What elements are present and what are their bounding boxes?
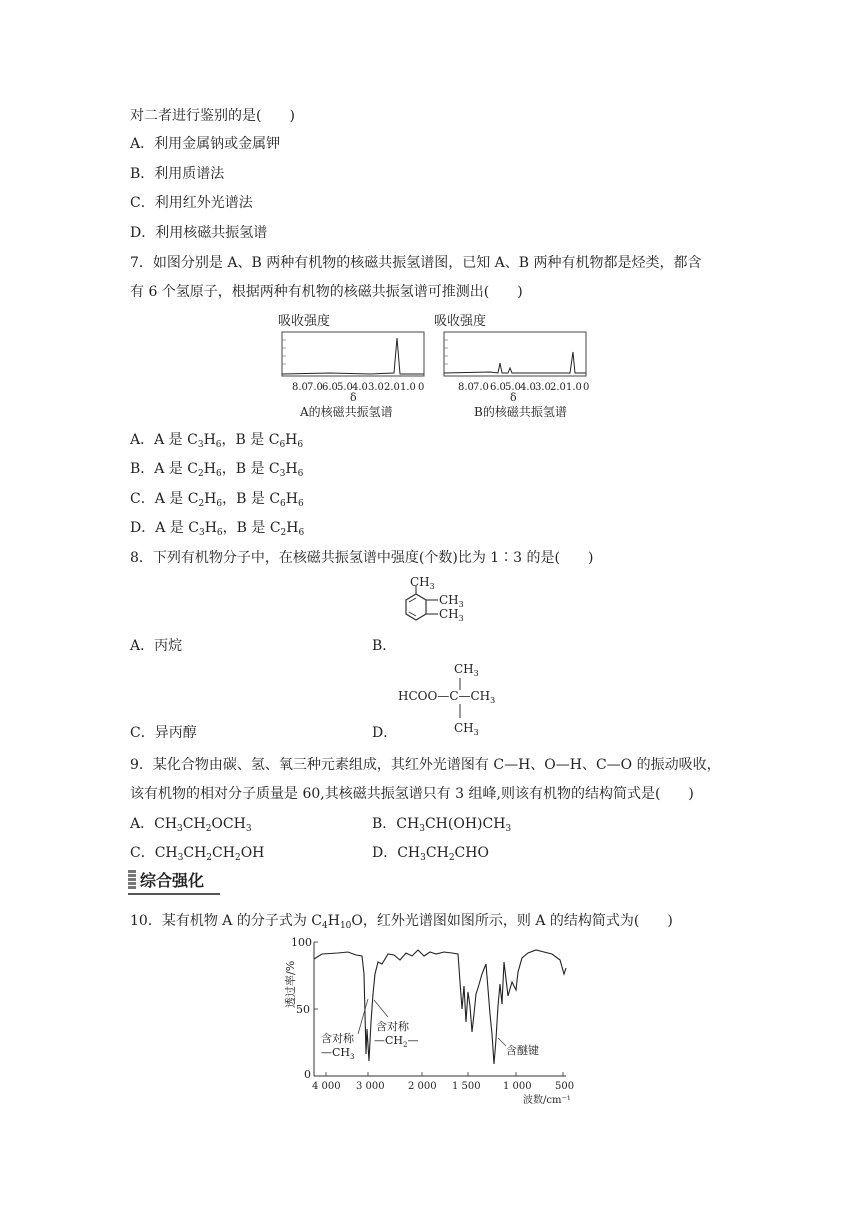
q9-option-c: C．$CH_3CH_2CH_2OH$	[130, 845, 265, 863]
ir-y100: 100	[291, 936, 312, 949]
q6-option-d: D．利用核磁共振氢谱	[130, 225, 268, 241]
section-title: 综合强化	[140, 871, 205, 890]
nmr-b-tick: 6.0	[490, 382, 506, 393]
svg-text:HCOO—C—CH3: $HCOO—C—CH_3$	[398, 689, 496, 705]
q7-stem-line1: 7．如图分别是 A、B 两种有机物的核磁共振氢谱图，已知 A、B 两种有机物都是烃类，都含	[130, 255, 702, 271]
q8-option-b: B．	[372, 638, 397, 654]
q6-option-b: B．利用质谱法	[130, 166, 225, 182]
q10-stem: 10．某有机物 A 的分子式为 $C_4H_{10}O$，红外光谱图如图所示，则 A 的结构简式为( )	[130, 913, 673, 931]
q9-option-a: A．$CH_3CH_2OCH_3$	[130, 816, 252, 834]
svg-text:CH3: $CH_3$	[439, 593, 464, 609]
nmr-spectrum-a	[270, 310, 440, 425]
q8-stem: 8．下列有机物分子中，在核磁共振氢谱中强度(个数)比为 1∶3 的是( )	[130, 550, 594, 566]
nmr-b-tick: 5.0	[505, 382, 521, 393]
q7-option-b: B．A 是 $C_2H_6$，B 是 $C_3H_6$	[130, 461, 304, 479]
nmr-a-tick: 7.0	[307, 382, 323, 393]
nmr-b-caption: B的核磁共振氢谱	[474, 405, 567, 419]
q9-option-b: B．$CH_3CH(OH)CH_3$	[372, 816, 512, 834]
svg-text:CH3: $CH_3$	[454, 662, 479, 678]
q8-option-c: C．异丙醇	[130, 725, 197, 741]
q6-option-c: C．利用红外光谱法	[130, 195, 253, 211]
nmr-b-tick: 2.0	[550, 382, 566, 393]
ir-xtick: 1 500	[452, 1081, 481, 1092]
nmr-b-tick: 0	[583, 382, 590, 393]
nmr-a-ylabel: 吸收强度	[278, 314, 331, 329]
q9-option-d: D．$CH_3CH_2CHO$	[372, 845, 489, 863]
q8-option-a: A．丙烷	[130, 638, 183, 654]
ir-annotation-ch3-line2: $—CH_3$	[321, 1046, 355, 1061]
q7-option-c: C．A 是 $C_2H_6$，B 是 $C_6H_6$	[130, 491, 304, 509]
nmr-a-tick: 6.0	[322, 382, 338, 393]
ir-xtick: 4 000	[312, 1081, 341, 1092]
nmr-b-tick: 3.0	[535, 382, 551, 393]
q7-option-a: A．A 是 $C_3H_6$，B 是 $C_6H_6$	[130, 432, 304, 450]
ir-annotation-ch3-line1: 含对称	[321, 1032, 354, 1045]
nmr-a-tick: 8.0	[292, 382, 308, 393]
svg-text:CH3: $CH_3$	[439, 607, 464, 623]
section-header	[128, 868, 204, 891]
ir-annotation-ch2-line2: $—CH_2—$	[374, 1034, 419, 1049]
ir-xtick: 2 000	[408, 1081, 437, 1092]
structure-d-diagram	[396, 658, 516, 740]
q9-stem-line1: 9．某化合物由碳、氢、氧三种元素组成，其红外光谱图有 C—H、O—H、C—O 的振动吸收，	[130, 757, 721, 773]
ir-y50: 50	[296, 1003, 310, 1016]
section-bar-icon	[128, 870, 136, 890]
q9-stem-line2: 该有机物的相对分子质量是 60,其核磁共振氢谱只有 3 组峰,则该有机物的结构简式是( )	[130, 786, 694, 802]
q7-stem-line2: 有 6 个氢原子，根据两种有机物的核磁共振氢谱可推测出( )	[130, 284, 523, 300]
nmr-a-caption: A的核磁共振氢谱	[300, 405, 393, 419]
ir-xtick: 1 000	[503, 1081, 532, 1092]
nmr-a-tick: 1.0	[400, 382, 416, 393]
nmr-b-tick: 1.0	[566, 382, 582, 393]
ir-xlabel: 波数/cm⁻¹	[523, 1095, 571, 1106]
nmr-spectrum-b	[430, 310, 600, 425]
ir-annotation-ch2-line1: 含对称	[376, 1020, 409, 1033]
ir-xtick: 500	[555, 1081, 575, 1092]
svg-text:CH3: $CH_3$	[410, 575, 435, 591]
nmr-a-tick: 5.0	[337, 382, 353, 393]
nmr-a-xlabel: δ	[350, 391, 357, 404]
ir-xtick: 3 000	[356, 1081, 385, 1092]
nmr-b-xlabel: δ	[510, 391, 517, 404]
nmr-b-tick: 8.0	[458, 382, 474, 393]
section-underline	[128, 893, 220, 895]
q8-option-d: D．	[372, 725, 398, 741]
ir-annotation-ether: 含醚键	[506, 1044, 539, 1057]
nmr-b-tick: 7.0	[473, 382, 489, 393]
q6-stem: 对二者进行鉴别的是( )	[130, 108, 295, 124]
nmr-a-tick: 0	[418, 382, 425, 393]
nmr-a-tick: 3.0	[368, 382, 384, 393]
ir-spectrum	[278, 934, 588, 1109]
nmr-a-tick: 2.0	[384, 382, 400, 393]
nmr-a-tick: 4.0	[352, 382, 368, 393]
nmr-b-tick: 4.0	[520, 382, 536, 393]
q7-option-d: D．A 是 $C_3H_6$，B 是 $C_2H_6$	[130, 520, 305, 538]
nmr-b-ylabel: 吸收强度	[434, 314, 487, 329]
ir-ylabel: 透过率/%	[284, 960, 297, 1008]
svg-text:CH3: $CH_3$	[454, 721, 479, 737]
ir-y0: 0	[304, 1068, 311, 1081]
structure-b-diagram	[392, 572, 482, 652]
q6-option-a: A．利用金属钠或金属钾	[130, 136, 281, 152]
